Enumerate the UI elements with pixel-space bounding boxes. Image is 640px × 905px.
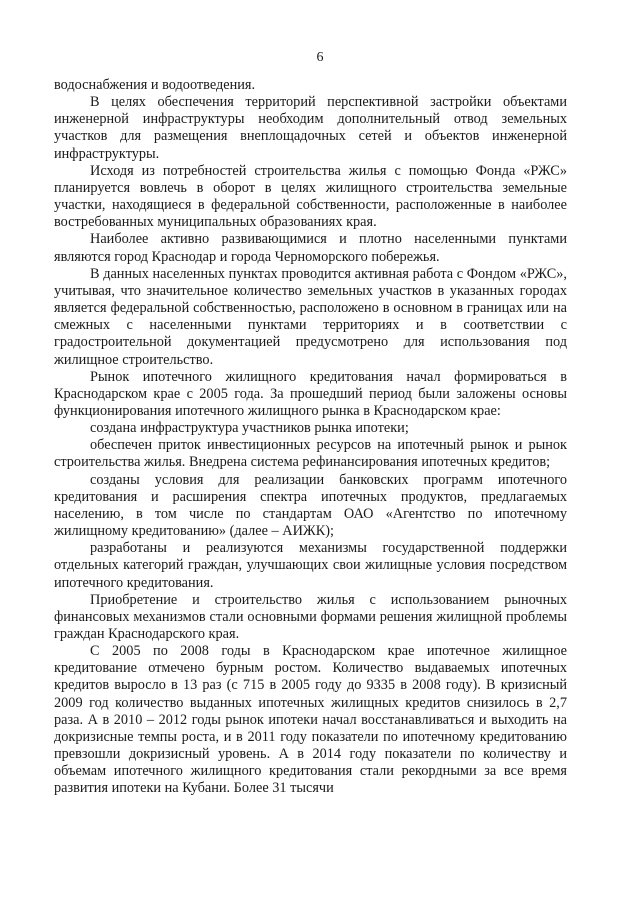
list-item-bank-programs: созданы условия для реализации банковских программ ипотечного кредитования и расширения спектра ипотечных продуктов, предлагаемых населению, в том числе по стандартам ОАО «Агентство по ипотечному жилищному кредитованию» (далее – АИЖК); — [54, 471, 567, 540]
page-number: 6 — [316, 50, 324, 65]
paragraph-mortgage-market-intro: Рынок ипотечного жилищного кредитования начал формироваться в Краснодарском крае с 2005 года. За прошедший период были заложены основы функционирования ипотечного жилищного рынка в Краснодарском крае: — [54, 368, 567, 419]
paragraph-mortgage-statistics: С 2005 по 2008 годы в Краснодарском крае ипотечное жилищное кредитование отмечено бурным ростом. Количество выдаваемых ипотечных кредитов выросло в 13 раз (с 715 в 2005 году до 9335 в 2008 году). В кризисный 2009 год количество выданных ипотечных жилищных кредитов снизилось в 2,7 раза. А в 2010 – 2012 годы рынок ипотеки начал восстанавливаться и выходить на докризисные темпы роста, и в 2011 году показатели по ипотечному кредитованию превзошли докризисный уровень. А в 2014 году показатели по количеству и объемам ипотечного жилищного кредитования стали рекордными за все время развития ипотеки на Кубани. Более 31 тысячи — [54, 643, 567, 797]
paragraph-rzhs-fund-land: Исходя из потребностей строительства жилья с помощью Фонда «РЖС» планируется вовлечь в оборот в целях жилищного строительства земельные участки, находящиеся в федеральной собственности, расположенные в наиболее востребованных муниципальных образованиях края. — [54, 162, 567, 231]
list-item-infrastructure: создана инфраструктура участников рынка ипотеки; — [90, 420, 409, 437]
paragraph-rzhs-work: В данных населенных пунктах проводится активная работа с Фондом «РЖС», учитывая, что значительное количество земельных участков в указанных городах является федеральной собственностью, расположено в основном в границах или на смежных с населенными пунктами территориях и в соответствии с градостроительной документацией предусмотрено для использования под жилищное строительство. — [54, 265, 567, 368]
list-item-investment: обеспечен приток инвестиционных ресурсов на ипотечный рынок и рынок строительства жилья. Внедрена система рефинансирования ипотечных кредитов; — [54, 437, 567, 471]
document-body — [54, 77, 567, 798]
paragraph-market-mechanisms: Приобретение и строительство жилья с использованием рыночных финансовых механизмов стали основными формами решения жилищной проблемы граждан Краснодарского края. — [54, 591, 567, 642]
list-item-state-support: разработаны и реализуются механизмы государственной поддержки отдельных категорий граждан, улучшающих свои жилищные условия посредством ипотечного кредитования. — [54, 540, 567, 591]
paragraph-developing-cities: Наиболее активно развивающимися и плотно населенными пунктами являются город Краснодар и города Черноморского побережья. — [54, 231, 567, 265]
paragraph-continuation: водоснабжения и водоотведения. — [54, 77, 256, 93]
paragraph-infrastructure-land: В целях обеспечения территорий перспективной застройки объектами инженерной инфраструктуры необходим дополнительный отвод земельных участков для размещения внеплощадочных сетей и объектов инженерной инфраструктуры. — [54, 94, 567, 162]
